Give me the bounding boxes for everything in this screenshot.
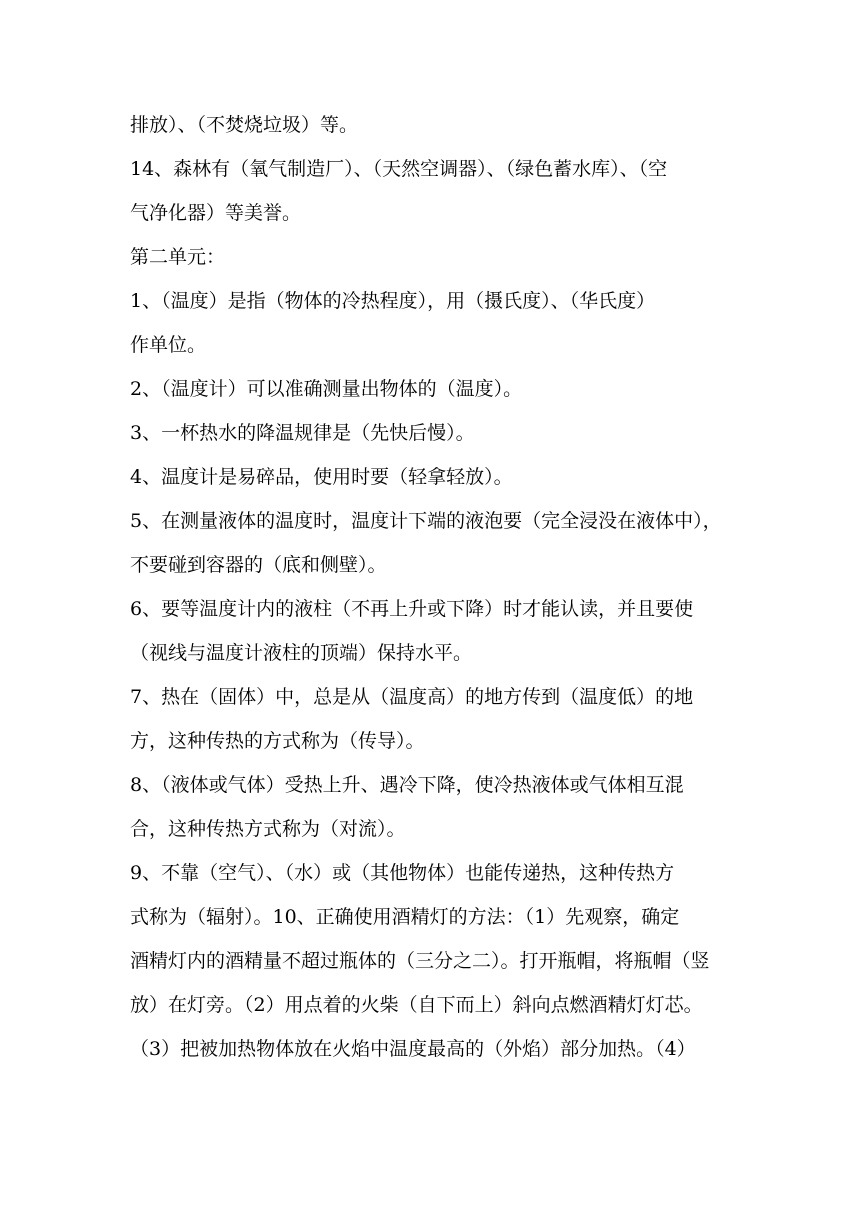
text-line: 放）在灯旁。（2）用点着的火柴（自下而上）斜向点燃酒精灯灯芯。 — [130, 994, 703, 1016]
text-line: 7、热在（固体）中，总是从（温度高）的地方传到（温度低）的地 — [130, 686, 694, 708]
text-line: 式称为（辐射）。10、正确使用酒精灯的方法：（1）先观察，确定 — [130, 906, 680, 928]
text-line: 4、温度计是易碎品，使用时要（轻拿轻放）。 — [130, 466, 513, 488]
section-heading: 第二单元： — [130, 246, 226, 268]
text-line: 不要碰到容器的（底和侧壁）。 — [130, 554, 387, 576]
text-line: 8、（液体或气体）受热上升、遇冷下降，使冷热液体或气体相互混 — [130, 774, 684, 796]
text-line: 1、（温度）是指（物体的冷热程度），用（摄氏度）、（华氏度） — [130, 290, 656, 312]
text-line: 方，这种传热的方式称为（传导）。 — [130, 730, 425, 752]
text-line: 5、在测量液体的温度时，温度计下端的液泡要（完全浸没在液体中）， — [130, 510, 722, 532]
text-line: 气净化器）等美誉。 — [130, 202, 302, 224]
text-line: 14、森林有（氧气制造厂）、（天然空调器）、（绿色蓄水库）、（空 — [130, 158, 668, 180]
text-line: 3、一杯热水的降温规律是（先快后慢）。 — [130, 422, 475, 444]
text-line: 9、不靠（空气）、（水）或（其他物体）也能传递热，这种传热方 — [130, 862, 675, 884]
document-body — [130, 103, 734, 1071]
text-line: 排放）、（不焚烧垃圾）等。 — [130, 114, 359, 136]
text-line: （视线与温度计液柱的顶端）保持水平。 — [130, 642, 473, 664]
text-line: （3）把被加热物体放在火焰中温度最高的（外焰）部分加热。（4） — [130, 1038, 696, 1060]
text-line: 2、（温度计）可以准确测量出物体的（温度）。 — [130, 378, 523, 400]
text-line: 作单位。 — [130, 334, 207, 356]
text-line: 酒精灯内的酒精量不超过瓶体的（三分之二）。打开瓶帽，将瓶帽（竖 — [130, 950, 710, 972]
text-line: 合，这种传热方式称为（对流）。 — [130, 818, 406, 840]
text-line: 6、要等温度计内的液柱（不再上升或下降）时才能认读，并且要使 — [130, 598, 694, 620]
